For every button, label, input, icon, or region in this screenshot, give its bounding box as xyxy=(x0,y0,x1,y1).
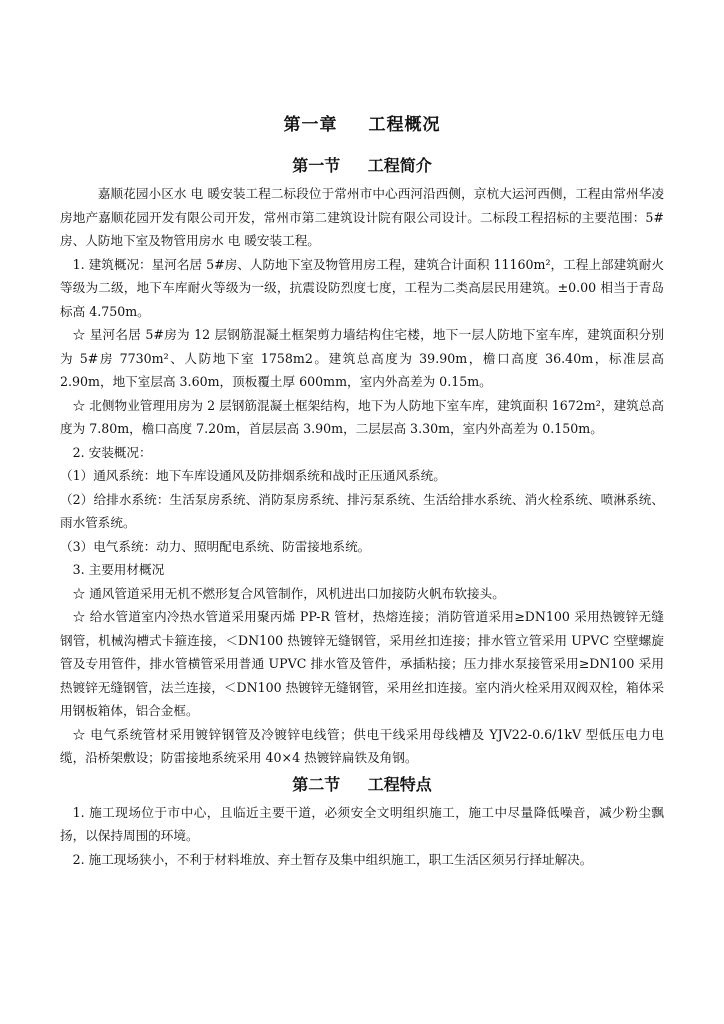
pipe-materials-paragraph: ☆ 给水管道室内冷热水管道采用聚丙烯 PP-R 管材，热熔连接；消防管道采用≥DN100 采用热镀锌无缝钢管，机械沟槽式卡箍连接，＜DN100 热镀锌无缝钢管，采用丝扣连接；排水管立管采用 UPVC 空壁螺旋管及专用管件，排水管横管采用普通 UPVC 排水管及管件，承插粘接；压力排水泵接管采用≥DN100 采用热镀锌无缝钢管，法兰连接，＜DN100 热镀锌无缝钢管，采用丝扣连接。室内消火栓采用双阀双栓，箱体采用钢板箱体，铝合金框。 xyxy=(60,609,664,718)
property-office-paragraph: ☆ 北侧物业管理用房为 2 层钢筋混凝土框架结构，地下为人防地下室车库，建筑面积 1672m²，建筑总高度为 7.80m，檐口高度 7.20m，首层层高 3.90m，二层层高 3.30m，室内外高差为 0.150m。 xyxy=(60,397,664,436)
site-space-paragraph: 2. 施工现场狭小，不利于材料堆放、弃土暂存及集中组织施工，职工生活区须另行择址解决。 xyxy=(72,851,593,867)
section-2-title: 第二节 工程特点 xyxy=(292,774,432,794)
building-overview-paragraph: 1. 建筑概况：星河名居 5#房、人防地下室及物管用房工程，建筑合计面积 11160m²，工程上部建筑耐火等级为二级，地下车库耐火等级为一级，抗震设防烈度七度，工程为二类高层民用建筑。±0.00 相当于青岛标高 4.750m。 xyxy=(60,256,664,319)
electrical-system-paragraph: （3）电气系统：动力、照明配电系统、防雷接地系统。 xyxy=(60,538,371,554)
water-system-paragraph: （2）给排水系统：生活泵房系统、消防泵房系统、排污泵系统、生活给排水系统、消火栓系统、喷淋系统、雨水管系统。 xyxy=(60,491,664,530)
section-1-intro-paragraph: 嘉顺花园小区水 电 暖安装工程二标段位于常州市中心西河沿西侧，京杭大运河西侧，工程由常州华凌房地产嘉顺花园开发有限公司开发，常州市第二建筑设计院有限公司设计。二标段工程招标的主要范围：5#房、人防地下室及物管用房水 电 暖安装工程。 xyxy=(60,186,664,248)
chapter-title: 第一章 工程概况 xyxy=(283,115,441,135)
building-5-paragraph: ☆ 星河名居 5#房为 12 层钢筋混凝土框架剪力墙结构住宅楼，地下一层人防地下室车库，建筑面积分别为 5#房 7730m²、人防地下室 1758m2。建筑总高度为 39.90m，檐口高度 36.40m，标准层高 2.90m，地下室层高 3.60m，顶板覆土厚 600mm，室内外高差为 0.15m。 xyxy=(60,327,664,389)
installation-overview-heading: 2. 安装概况： xyxy=(72,444,152,460)
electrical-materials-paragraph: ☆ 电气系统管材采用镀锌钢管及冷镀锌电线管；供电干线采用母线槽及 YJV22-0.6/1kV 型低压电力电缆，沿桥架敷设；防雷接地系统采用 40×4 热镀锌扁铁及角钢。 xyxy=(60,726,664,765)
site-location-paragraph: 1. 施工现场位于市中心，且临近主要干道，必须安全文明组织施工，施工中尽量降低噪音，减少粉尘飘扬，以保持周围的环境。 xyxy=(60,804,664,843)
materials-heading: 3. 主要用材概况 xyxy=(72,562,165,577)
ventilation-system-paragraph: （1）通风系统：地下车库设通风及防排烟系统和战时正压通风系统。 xyxy=(60,468,446,483)
section-1-title: 第一节 工程简介 xyxy=(292,156,432,175)
document-page xyxy=(60,110,664,871)
duct-materials-paragraph: ☆ 通风管道采用无机不燃形复合风管制作，风机进出口加接防火帆布软接头。 xyxy=(72,585,505,601)
